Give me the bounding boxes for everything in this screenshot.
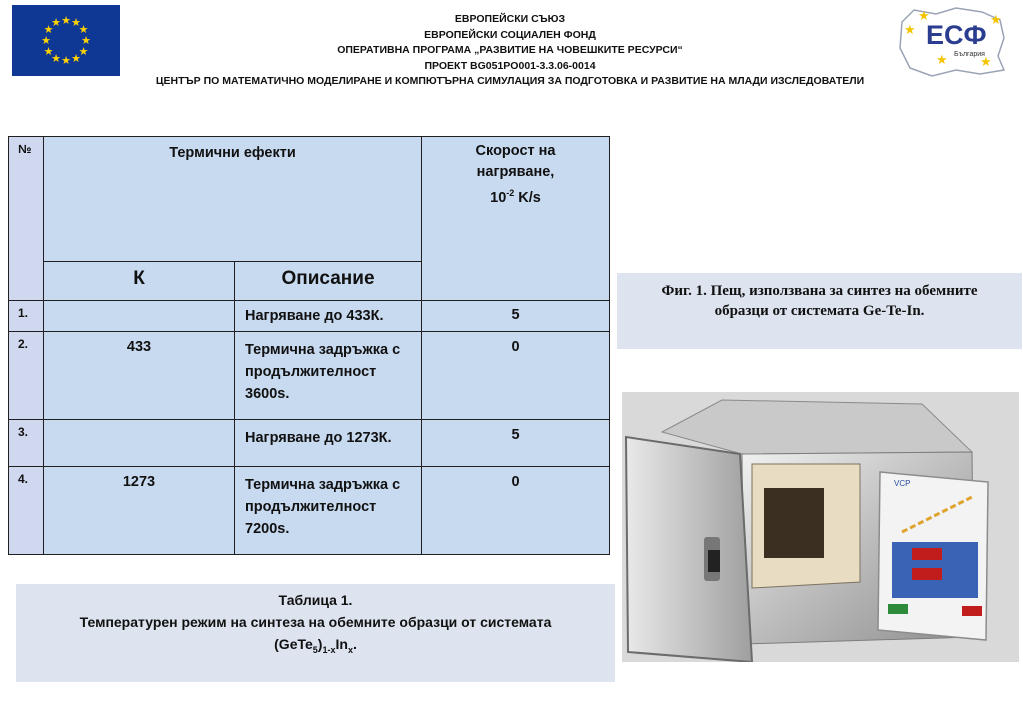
- svg-text:★: ★: [936, 53, 948, 68]
- svg-text:★: ★: [71, 16, 81, 29]
- svg-text:★: ★: [51, 52, 61, 65]
- svg-text:★: ★: [61, 14, 71, 27]
- header-line-esf: ЕВРОПЕЙСКИ СОЦИАЛЕН ФОНД: [424, 28, 596, 41]
- header-line-project: ПРОЕКТ BG051PO001-3.3.06-0014: [424, 59, 596, 72]
- eu-stars-icon: [12, 5, 120, 76]
- svg-text:★: ★: [71, 52, 81, 65]
- eu-flag-logo: [12, 5, 120, 76]
- svg-text:★: ★: [980, 55, 992, 70]
- table-row: 3. Нагряване до 1273К. 5: [9, 420, 610, 467]
- subheader-description: Описание: [235, 262, 422, 301]
- header-thermal-effects: Термични ефекти: [44, 137, 422, 262]
- svg-text:★: ★: [43, 23, 54, 36]
- header-line-center: ЦЕНТЪР ПО МАТЕМАТИЧНО МОДЕЛИРАНЕ И КОМПЮТЪРНА СИМУЛАЦИЯ ЗА ПОДГОТОВКА И РАЗВИТИЕ НА МЛАДИ ИЗСЛЕДОВАТЕЛИ: [155, 75, 865, 87]
- heating-regime-table: [8, 136, 610, 555]
- svg-text:VCP: VCP: [894, 479, 911, 488]
- svg-text:★: ★: [61, 54, 71, 67]
- table-caption: Таблица 1. Температурен режим на синтеза на обемните образци от системата $(GeTe_5)_{1-x}In_x$.: [16, 584, 615, 682]
- header-number: №: [9, 137, 44, 301]
- header-line-eu: ЕВРОПЕЙСКИ СЪЮЗ: [454, 13, 566, 25]
- esf-logo-text: ЕСФ: [926, 20, 987, 50]
- svg-text:★: ★: [51, 16, 61, 29]
- svg-text:★: ★: [78, 23, 89, 36]
- formula: $(GeTe_5)_{1-x}In_x$.: [274, 636, 357, 655]
- header-heating-rate: Скорост на нагряване, $10^{-2}$ K/s: [422, 137, 610, 301]
- header-text: [130, 12, 890, 90]
- svg-text:★: ★: [78, 45, 89, 58]
- table-row: 2. 433 Термична задръжка с продължителност 3600s. 0: [9, 332, 610, 420]
- esf-logo-country: България: [954, 51, 985, 58]
- svg-text:★: ★: [904, 23, 916, 38]
- svg-text:★: ★: [41, 34, 51, 47]
- svg-text:★: ★: [918, 9, 930, 24]
- subheader-k: К: [44, 262, 235, 301]
- figure-caption: Фиг. 1. Пещ, използвана за синтез на обемните образци от системата Ge-Te-In.: [617, 273, 1022, 349]
- svg-text:★: ★: [990, 13, 1002, 28]
- table-row: 4. 1273 Термична задръжка с продължителност 7200s. 0: [9, 467, 610, 555]
- furnace-photo: [622, 392, 1019, 662]
- esf-logo: [896, 4, 1008, 78]
- table-row: 1. Нагряване до 433К. 5: [9, 301, 610, 332]
- svg-text:★: ★: [81, 34, 91, 47]
- svg-text:★: ★: [43, 45, 54, 58]
- header-line-programme: ОПЕРАТИВНА ПРОГРАМА „РАЗВИТИЕ НА ЧОВЕШКИТЕ РЕСУРСИ“: [337, 44, 683, 56]
